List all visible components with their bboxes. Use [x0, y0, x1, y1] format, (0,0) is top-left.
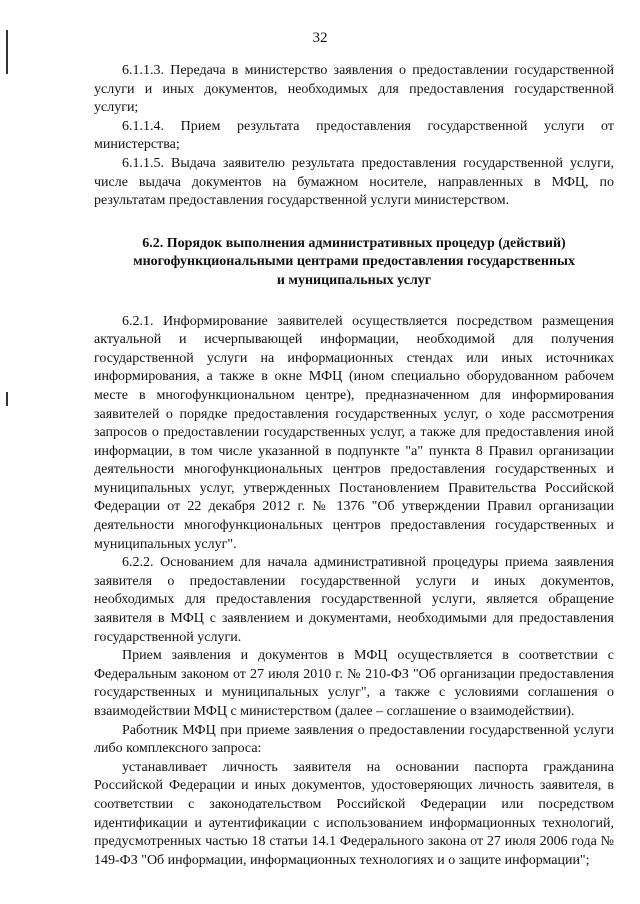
heading-line-1: 6.2. Порядок выполнения административных процедур (действий)	[142, 235, 566, 251]
paragraph-6-1-1-5: 6.1.1.5. Выдача заявителю результата предоставления государственной услуги, числе выдача документов на бумажном носителе, направленных в МФЦ, по результатам предоставления государственной услуги министерством.	[94, 155, 614, 209]
paragraph-identity: устанавливает личность заявителя на основании паспорта гражданина Российской Федерации и иных документов, удостоверяющих личность заявителя, в соответствии с законодательством Российской Федерации или посредством идентификации и аутентификации с использованием информационных технологий, предусмотренных частью 18 статьи 14.1 Федерального закона от 27 июля 2006 года № 149-ФЗ "Об информации, информационных технологиях и о защите информации";	[94, 759, 614, 868]
paragraph-6-2-1: 6.2.1. Информирование заявителей осуществляется посредством размещения актуальной и исчерпывающей информации, необходимой для получения государственной услуги на информационных стендах или иных источниках информирования, а также в окне МФЦ (ином специально оборудованном рабочем месте в многофункциональном центре), предназначенном для информирования заявителей о порядке предоставления государственных услуг, о ходе рассмотрения запросов о предоставлении государственных услуг, а также для предоставления иной информации, в том числе указанной в подпункте "а" пункта 8 Правил организации деятельности многофункциональных центров предоставления государственных и муниципальных услуг, утвержденных Постановлением Правительства Российской Федерации от 22 декабря 2012 г. № 1376 "Об утверждении Правил организации деятельности многофункциональных центров предоставления государственных и муниципальных услуг".	[94, 313, 614, 552]
paragraph-worker: Работник МФЦ при приеме заявления о предоставлении государственной услуги либо комплексного запроса:	[94, 722, 614, 757]
paragraph-6-1-1-3: 6.1.1.3. Передача в министерство заявления о предоставлении государственной услуги и иных документов, необходимых для предоставления государственной услуги;	[94, 63, 614, 116]
heading-line-3: и муниципальных услуг	[276, 272, 432, 288]
document-body	[94, 62, 614, 870]
scan-edge-mark-bottom	[6, 392, 8, 406]
page-number: 32	[312, 30, 328, 46]
paragraph-6-1-1-4: 6.1.1.4. Прием результата предоставления государственной услуги от министерства;	[94, 118, 614, 153]
paragraph-reception: Прием заявления и документов в МФЦ осуществляется в соответствии с Федеральным законом от 27 июля 2010 г. № 210-ФЗ "Об организации предоставления государственных и муниципальных услуг", а также с условиями соглашения о взаимодействии МФЦ с министерством (далее – соглашение о взаимодействии).	[94, 648, 614, 719]
paragraph-6-2-2: 6.2.2. Основанием для начала административной процедуры приема заявления заявителя о предоставлении государственной услуги и иных документов, необходимых для предоставления государственной услуги, является обращение заявителя в МФЦ с заявлением и документами, необходимыми для предоставления государственной услуги.	[94, 555, 614, 645]
section-heading-6-2	[94, 235, 614, 291]
heading-line-2: многофункциональными центрами предоставления государственных	[133, 254, 575, 270]
